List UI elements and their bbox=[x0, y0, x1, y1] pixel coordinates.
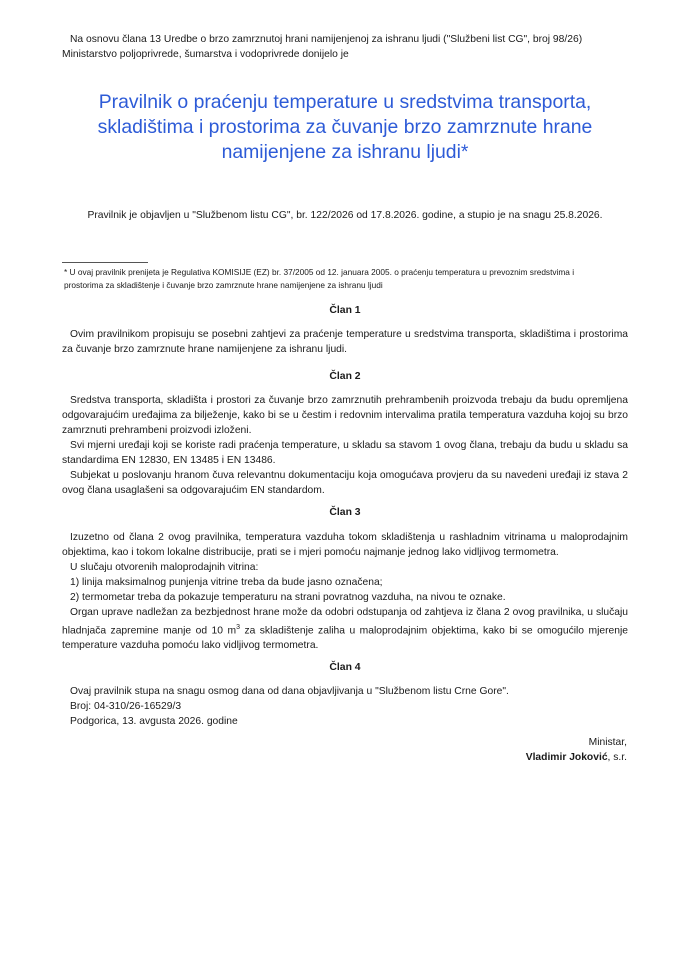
preamble-line-2: Ministarstvo poljoprivrede, šumarstva i vodoprivrede donijelo je bbox=[62, 49, 349, 60]
footnote-divider bbox=[62, 262, 148, 263]
signature-role: Ministar, bbox=[588, 737, 627, 748]
article-4-paragraph-1: Ovaj pravilnik stupa na snagu osmog dana od dana objavljivanja u "Službenom listu Crne Gore". bbox=[70, 686, 509, 697]
article-2-heading: Član 2 bbox=[329, 371, 361, 382]
signature-line bbox=[327, 750, 627, 765]
footnote-line-2: prostorima za skladištenje i čuvanje brzo zamrznute hrane namijenjene za ishranu ljudi bbox=[64, 279, 383, 290]
article-3-heading: Član 3 bbox=[329, 507, 361, 518]
cubic-superscript: 3 bbox=[236, 624, 240, 631]
article-3-paragraph-3-part-1: Organ uprave nadležan za bezbjednost hrane može da odobri odstupanja od zahtjeva iz člana 2 ovog pravilnika, u slučaju hladnjača zapremine manje od 10 m bbox=[62, 607, 628, 637]
article-4-heading: Član 4 bbox=[329, 662, 361, 673]
footnote-line-1: * U ovaj pravilnik prenijeta je Regulativa KOMISIJE (EZ) br. 37/2005 od 12. januara 2005. o praćenju temperatura u prevoznim sredstvima i bbox=[64, 267, 575, 277]
article-1-paragraph-1: Ovim pravilnikom propisuju se posebni zahtjevi za praćenje temperature u sredstvima transporta, skladištima i prostorima za čuvanje brzo zamrznute hrane namijenjene za ishranu ljudi. bbox=[62, 329, 628, 355]
article-2-body bbox=[62, 393, 628, 498]
article-1-body bbox=[62, 327, 628, 357]
article-3-paragraph-3 bbox=[62, 605, 628, 653]
article-2-paragraph-2: Svi mjerni uređaji koji se koriste radi praćenja temperature, u skladu sa stavom 1 ovog člana, trebaju da budu u skladu sa standardima EN 12830, EN 13485 i EN 13486. bbox=[62, 440, 628, 466]
signature-suffix: , s.r. bbox=[607, 752, 627, 763]
article-2-paragraph-3: Subjekat u poslovanju hranom čuva relevantnu dokumentaciju koja omogućava provjeru da su navedeni uređaji iz stava 2 ovog člana usaglašeni sa odgovarajućim EN standardom. bbox=[62, 470, 628, 496]
footnote bbox=[62, 266, 628, 291]
preamble-line-1: Na osnovu člana 13 Uredbe o brzo zamrznutoj hrani namijenjenoj za ishranu ljudi ("Službeni list CG", broj 98/26) bbox=[70, 34, 583, 45]
article-3-paragraph-1: Izuzetno od člana 2 ovog pravilnika, temperatura vazduha tokom skladištenja u rashladnim vitrinama u maloprodajnim objektima, kao i tokom lokalne distribucije, prati se i mjeri pomoću najmanje jednog lako vidljivog termometra. bbox=[62, 532, 628, 558]
article-3-item-2: 2) termometar treba da pokazuje temperaturu na strani povratnog vazduha, na nivou te oznake. bbox=[70, 592, 506, 603]
article-1-heading: Član 1 bbox=[329, 305, 361, 316]
article-3-body bbox=[62, 530, 628, 653]
title-line-2: skladištima i prostorima za čuvanje brzo zamrznute hrane bbox=[97, 116, 593, 138]
article-4-body bbox=[62, 684, 628, 729]
preamble bbox=[62, 32, 628, 62]
signature-name: Vladimir Joković bbox=[525, 752, 608, 763]
signature-block bbox=[327, 735, 627, 765]
document-title bbox=[62, 90, 628, 165]
article-2-paragraph-1: Sredstva transporta, skladišta i prostori za čuvanje brzo zamrznutih prehrambenih proizvoda trebaju da budu opremljena odgovarajućim uređajima za bilježenje, kako bi se u čestim i redovnim intervalima pratila temperatura vazduha kojoj su brzo zamrznuti prehrambeni proizvodi izloženi. bbox=[62, 395, 628, 436]
article-3-item-1: 1) linija maksimalnog punjenja vitrine treba da bude jasno označena; bbox=[70, 577, 383, 588]
publication-note: Pravilnik je objavljen u "Službenom listu CG", br. 122/2026 od 17.8.2026. godine, a stupio je na snagu 25.8.2026. bbox=[87, 210, 603, 221]
title-line-3: namijenjene za ishranu ljudi* bbox=[221, 141, 469, 163]
reference-number: Broj: 04-310/26-16529/3 bbox=[70, 701, 182, 712]
article-3-paragraph-3-part-2: za skladištenje zaliha u maloprodajnim objektima, kako bi se omogućilo mjerenje temperature vazduha pomoću lako vidljivog termometra. bbox=[62, 625, 628, 652]
article-3-paragraph-2: U slučaju otvorenih maloprodajnih vitrina: bbox=[70, 562, 259, 573]
place-and-date: Podgorica, 13. avgusta 2026. godine bbox=[70, 716, 238, 727]
title-line-1: Pravilnik o praćenju temperature u sredstvima transporta, bbox=[98, 91, 592, 113]
